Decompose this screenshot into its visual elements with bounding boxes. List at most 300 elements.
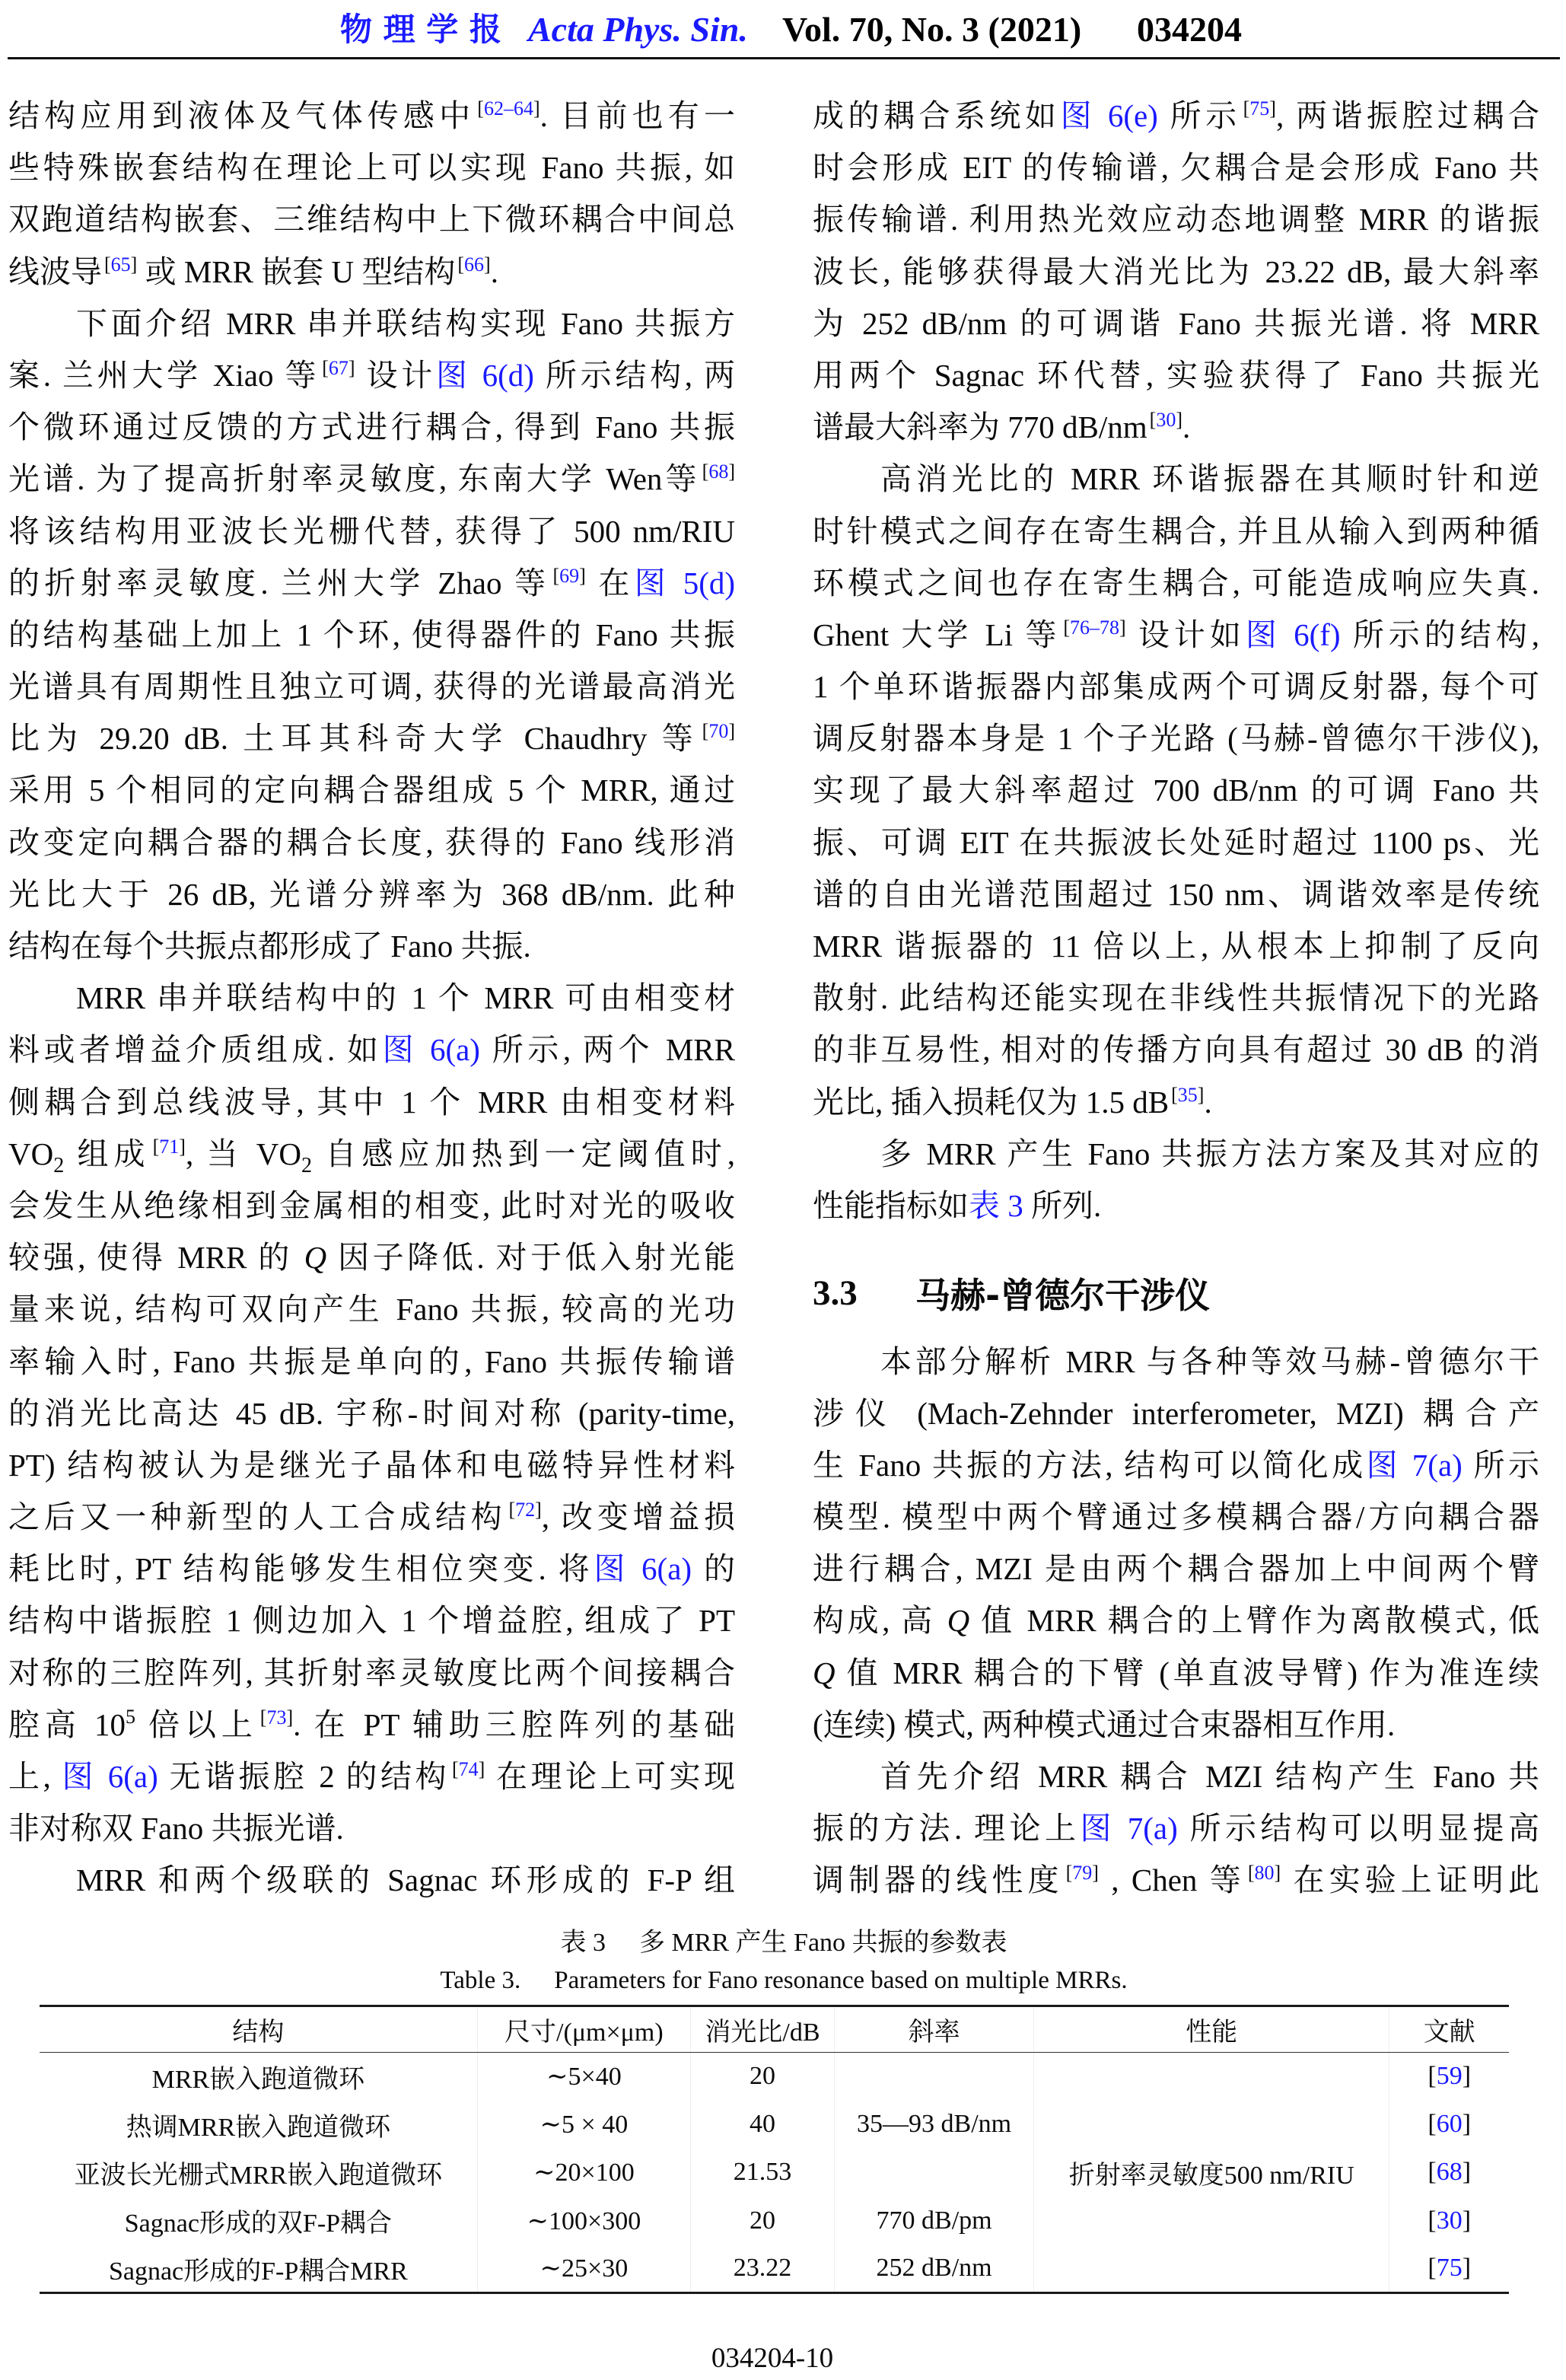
text-line [8,1128,735,1180]
citation-bracket-open: [ [104,253,111,276]
table-body [40,2053,1509,2293]
text-line [8,193,735,245]
text-run: 较强, 使得 MRR 的 [8,1240,304,1276]
text-run: Ghent 大学 Li 等 [813,617,1062,652]
right-text-column [813,90,1539,1907]
citation-bracket-open: [ [1247,1862,1255,1885]
citation-bracket-close: ] [1092,1862,1099,1885]
citation-bracket-open: [ [457,253,465,276]
text-line [813,1491,1539,1543]
table-cell-size: ∼20×100 [477,2149,690,2197]
citation-bracket-open: [ [322,356,329,379]
table-caption-chinese [53,1924,1514,1962]
text-run: 因子降低. 对于低入射光能 [326,1240,736,1276]
text-line [813,1854,1539,1906]
parameters-table [40,2005,1509,2294]
text-run: 光谱具有周期性且独立可调, 获得的光谱最高消光 [8,669,735,705]
text-run: 振、可调 EIT 在共振波长处延时超过 1100 ps、光 [813,824,1539,860]
table-cell-structure: Sagnac形成的双F-P耦合 [40,2197,477,2245]
table-cell-extinction-db: 20 [690,2053,834,2101]
section-number: 3.3 [813,1273,858,1314]
text-run: 所示结构可以明显提高 [1177,1811,1540,1846]
subscript: 2 [301,1153,313,1177]
text-run: 会发生从绝缘相到金属相的相变, 此时对光的吸收 [8,1187,735,1223]
table-title-english: Parameters for Fano resonance based on multiple MRRs. [554,1967,1128,1994]
citation-number[interactable]: 72 [515,1499,536,1521]
text-line [8,712,735,764]
table-cell-performance [1034,2053,1389,2101]
citation[interactable] [1243,97,1276,119]
cross-reference-link[interactable]: 图 6(e) [1060,98,1158,133]
text-line [8,1076,735,1128]
text-run: 双跑道结构嵌套、三维结构中上下微环耦合中间总 [8,202,735,237]
citation[interactable] [1150,409,1182,431]
citation-number[interactable]: 75 [1249,97,1270,119]
reference-link[interactable]: 30 [1436,2206,1463,2235]
cross-reference-link[interactable]: 图 6(a) [62,1759,158,1794]
text-run: 首先介绍 MRR 耦合 MZI 结构产生 Fano 共 [880,1759,1539,1795]
table-cell-ref [1389,2197,1509,2245]
citation[interactable] [260,1706,293,1728]
text-run: 倍以上 [135,1706,258,1742]
volume-issue: Vol. 70, No. 3 (2021) [782,10,1082,49]
text-line [8,142,735,193]
column-header: 文献 [1389,2006,1509,2053]
text-run: 的结构基础上加上 1 个环, 使得器件的 Fano 共振 [8,617,735,652]
text-line [813,1543,1539,1595]
text-run: 值 MRR 耦合的下臂 (单直波导臂) 作为准连续 [835,1655,1539,1690]
text-line [8,1751,735,1802]
subscript: 2 [53,1153,65,1177]
text-run: 实现了最大斜率超过 700 dB/nm 的可调 Fano 共 [813,773,1539,808]
text-run: 量来说, 结构可双向产生 Fano 共振, 较高的光功 [8,1292,735,1327]
text-line [8,1283,735,1335]
text-line [8,1699,735,1751]
citation-bracket-close: ] [1197,1083,1205,1106]
text-run: 结构中谐振腔 1 侧边加入 1 个增益腔, 组成了 PT [8,1603,735,1639]
text-run: 1 个单环谐振器内部集成两个可调反射器, 每个可 [813,669,1539,705]
text-run: 本部分解析 MRR 与各种等效马赫-曾德尔干 [880,1343,1539,1379]
ref-bracket-close: ] [1462,2158,1472,2187]
text-line [813,1180,1539,1231]
text-line [813,661,1539,712]
citation-bracket-close: ] [179,1135,186,1158]
text-run: 耗比时, PT 结构能够发生相位突变. 将 [8,1551,594,1587]
reference-link[interactable]: 59 [1436,2062,1463,2091]
text-run: 性能指标如 [813,1187,969,1223]
text-line [813,1802,1539,1854]
citation-number[interactable]: 66 [464,253,485,276]
text-run: 在理论上可实现 [485,1759,736,1794]
cross-reference-link[interactable]: 图 6(f) [1245,617,1341,652]
reference-link[interactable]: 68 [1436,2158,1463,2187]
text-run: (连续) 模式, 两种模式通过合束器相互作用. [813,1706,1396,1742]
citation-number[interactable]: 70 [708,720,729,743]
table-cell-extinction-db: 20 [690,2197,834,2245]
citation-bracket-close: ] [1119,616,1126,639]
cross-reference-link[interactable]: 表 3 [969,1187,1023,1223]
citation[interactable] [552,565,585,587]
cross-reference-link[interactable]: 图 6(d) [435,357,534,393]
citation[interactable] [1063,617,1125,639]
text-run: MRR 谐振器的 11 倍以上, 从根本上抑制了反向 [813,929,1539,964]
text-line [813,349,1539,401]
table-row [40,2101,1509,2149]
citation-number[interactable]: 67 [328,356,349,379]
citation[interactable] [1248,1862,1281,1884]
text-run: . 在 PT 辅助三腔阵列的基础 [293,1706,736,1742]
citation-bracket-open: [ [1063,616,1070,639]
text-line [813,1751,1539,1802]
italic-symbol: Q [813,1655,836,1690]
table-cell-extinction-db: 21.53 [690,2149,834,2197]
text-line [813,920,1539,972]
text-run: 些特殊嵌套结构在理论上可以实现 Fano 共振, 如 [8,150,735,186]
text-run: 光谱. 为了提高折射率灵敏度, 东南大学 Wen等 [8,461,700,497]
text-line [813,1128,1539,1180]
text-run: 所示, 两个 MRR [479,1032,735,1068]
text-run: , 当 VO [185,1136,302,1171]
text-line [8,920,735,972]
citation-number[interactable]: 30 [1156,409,1176,432]
text-run: 将该结构用亚波长光栅代替, 获得了 500 nm/RIU [8,513,735,549]
table-cell-slope: 35—93 dB/nm [835,2101,1034,2149]
text-run: 改变定向耦合器的耦合长度, 获得的 Fano 线形消 [8,824,735,860]
citation-bracket-open: [ [552,564,560,587]
citation-bracket-open: [ [1149,409,1157,432]
text-run: 无谐振腔 2 的结构 [158,1759,450,1794]
column-header: 尺寸/(μm×μm) [477,2006,690,2053]
table-cell-structure: 热调MRR嵌入跑道微环 [40,2101,477,2149]
text-line [813,609,1539,661]
text-line [8,1647,735,1699]
text-run: PT) 结构被认为是继光子晶体和电磁特异性材料 [8,1447,735,1483]
text-run: 谱的自由光谱范围超过 150 nm、调谐效率是传统 [813,876,1539,912]
text-run: MRR 串并联结构中的 1 个 MRR 可由相变材 [76,980,735,1016]
right-column-lower-text [813,1336,1539,1907]
citation[interactable] [508,1499,541,1521]
text-run: 上, [8,1759,62,1794]
text-run: 波长, 能够获得最大消光比为 23.22 dB, 最大斜率 [813,253,1539,289]
text-run: 所列. [1023,1187,1102,1223]
table-cell-size: ∼5×40 [477,2053,690,2101]
page-number: 034204-10 [711,2343,834,2374]
text-line [8,1180,735,1231]
citation-bracket-close: ] [1274,1862,1281,1885]
section-title: 马赫-曾德尔干涉仪 [915,1275,1211,1317]
table-cell-size: ∼25×30 [477,2245,690,2292]
text-line [813,557,1539,609]
ref-bracket-close: ] [1462,2110,1472,2139]
table-title-chinese: 多 MRR 产生 Fano 共振的参数表 [638,1929,1007,1957]
citation[interactable] [702,460,735,483]
italic-symbol: Q [304,1240,327,1276]
text-run: 在 [585,565,635,601]
column-header: 结构 [40,2006,477,2053]
text-run: 的非互易性, 相对的传播方向具有超过 30 dB 的消 [813,1032,1539,1068]
text-line [813,712,1539,764]
citation-number[interactable]: 65 [110,253,131,276]
text-run: 结构应用到液体及气体传感中 [8,98,476,133]
table-cell-performance: 折射率灵敏度500 nm/RIU [1034,2149,1389,2197]
table-cell-ref [1389,2053,1509,2101]
text-run: 个微环通过反馈的方式进行耦合, 得到 Fano 共振 [8,409,735,445]
italic-symbol: Q [947,1603,970,1639]
text-run: 高消光比的 MRR 环谐振器在其顺时针和逆 [880,461,1539,497]
citation-bracket-open: [ [451,1758,459,1780]
text-run: 成的耦合系统如 [813,98,1061,133]
table-label-english: Table 3. [440,1967,521,1994]
text-line [813,1076,1539,1128]
text-run: 构成, 高 [813,1603,947,1639]
text-line [8,661,735,712]
text-line [8,1336,735,1388]
table-cell-slope [835,2053,1034,2101]
text-line [813,972,1539,1024]
text-run: 采用 5 个相同的定向耦合器组成 5 个 MRR, 通过 [8,773,735,808]
text-run: 所示 [1462,1447,1539,1483]
citation-bracket-close: ] [533,97,540,119]
text-line [8,90,735,142]
column-header: 性能 [1034,2006,1389,2053]
citation-number[interactable]: 69 [559,564,580,587]
column-header: 斜率 [835,2006,1034,2053]
text-line [8,1231,735,1283]
ref-bracket-open: [ [1428,2206,1437,2235]
citation[interactable] [702,720,735,742]
table-cell-slope: 252 dB/nm [835,2245,1034,2292]
text-run: 所示的结构, [1340,617,1540,652]
table-cell-performance [1034,2245,1389,2292]
text-run: 振的方法. 理论上 [813,1811,1081,1846]
text-line [8,1854,735,1906]
text-line [813,298,1539,349]
text-line [813,817,1539,868]
text-run: , 改变增益损 [541,1499,736,1535]
ref-bracket-open: [ [1428,2254,1437,2283]
text-line [813,1336,1539,1388]
citation-bracket-close: ] [1176,409,1182,432]
text-run: . 目前也有一 [540,98,736,133]
text-line [8,1024,735,1075]
text-run: 环模式之间也存在寄生耦合, 可能造成响应失真. [813,565,1539,601]
citation[interactable] [452,1758,485,1780]
table-label-chinese: 表 3 [560,1929,606,1957]
text-line [8,401,735,453]
text-run: 调反射器本身是 1 个子光路 (马赫-曾德尔干涉仪), [813,721,1539,757]
citation-bracket-close: ] [484,253,491,276]
citation-number[interactable]: 76–78 [1070,616,1119,639]
text-run: 料或者增益介质组成. 如 [8,1032,383,1068]
text-run: 调制器的线性度 [813,1862,1064,1898]
cross-reference-link[interactable]: 图 6(a) [594,1551,692,1587]
reference-link[interactable]: 75 [1436,2254,1463,2283]
citation-bracket-open: [ [1171,1083,1178,1106]
ref-bracket-open: [ [1428,2158,1437,2187]
text-line [8,298,735,349]
text-run: 模型. 模型中两个臂通过多模耦合器/方向耦合器 [813,1499,1539,1535]
text-run: 谱最大斜率为 770 dB/nm [813,409,1147,445]
text-line [813,1024,1539,1075]
table-cell-ref [1389,2149,1509,2197]
table-cell-performance [1034,2197,1389,2245]
text-line [8,557,735,609]
citation-number[interactable]: 35 [1177,1083,1198,1106]
text-line [813,1388,1539,1439]
text-line [8,972,735,1024]
citation[interactable] [1066,1862,1099,1884]
text-run: 时针模式之间存在寄生耦合, 并且从输入到两种循 [813,513,1539,549]
citation-bracket-close: ] [286,1706,294,1728]
citation[interactable] [104,253,137,276]
text-line [813,246,1539,298]
text-run: 对称的三腔阵列, 其折射率灵敏度比两个间接耦合 [8,1655,735,1690]
text-run: 比为 29.20 dB. 土耳其科奇大学 Chaudhry 等 [8,721,700,757]
citation-number[interactable]: 74 [458,1758,479,1780]
text-run: 时会形成 EIT 的传输谱, 欠耦合是会形成 Fano 共 [813,150,1539,186]
ref-bracket-close: ] [1462,2254,1472,2283]
text-run: 振传输谱. 利用热光效应动态地调整 MRR 的谐振 [813,202,1539,237]
table-row [40,2245,1509,2292]
text-line [813,505,1539,557]
column-header: 消光比/dB [690,2006,834,2053]
text-run: 所示结构, 两 [533,357,736,393]
left-text-column [8,90,735,1907]
table-cell-extinction-db: 23.22 [690,2245,834,2292]
text-run: , Chen 等 [1098,1862,1246,1898]
ref-bracket-close: ] [1462,2206,1472,2235]
text-run: 光比大于 26 dB, 光谱分辨率为 368 dB/nm. 此种 [8,876,735,912]
text-run: 的折射率灵敏度. 兰州大学 Zhao 等 [8,565,551,601]
citation-bracket-open: [ [152,1135,160,1158]
cross-reference-link[interactable]: 图 7(a) [1080,1811,1178,1846]
text-run: 自感应加热到一定阈值时, [312,1136,736,1171]
ref-bracket-open: [ [1428,2062,1437,2091]
text-line [8,1439,735,1491]
text-run: 多 MRR 产生 Fano 共振方法方案及其对应的 [880,1136,1539,1171]
text-line [8,453,735,505]
table-cell-ref [1389,2245,1509,2292]
text-run: 的 [692,1551,736,1587]
text-run: . [1182,409,1191,445]
citation-bracket-close: ] [130,253,138,276]
citation-number[interactable]: 71 [159,1135,180,1158]
table-caption-english [53,1961,1514,1999]
table-cell-structure: Sagnac形成的F-P耦合MRR [40,2245,477,2292]
text-run: 生 Fano 共振的方法, 结构可以简化成 [813,1447,1367,1483]
citation[interactable] [1171,1084,1204,1106]
text-run: 侧耦合到总线波导, 其中 1 个 MRR 由相变材料 [8,1084,735,1120]
table-cell-size: ∼5 × 40 [477,2101,690,2149]
text-line [813,142,1539,193]
text-run: 在实验上证明此 [1281,1862,1540,1898]
article-number: 034204 [1137,10,1242,49]
text-run: 非对称双 Fano 共振光谱. [8,1811,344,1846]
table-cell-performance [1034,2101,1389,2149]
table-row [40,2149,1509,2197]
cross-reference-link[interactable]: 图 5(d) [634,565,736,601]
reference-link[interactable]: 60 [1436,2110,1463,2139]
text-run: 光比, 插入损耗仅为 1.5 dB [813,1084,1170,1120]
citation-bracket-close: ] [478,1758,485,1780]
cross-reference-link[interactable]: 图 7(a) [1366,1447,1463,1483]
citation-number[interactable]: 80 [1254,1862,1275,1885]
citation-bracket-open: [ [477,97,484,119]
superscript: 5 [125,1705,135,1728]
text-line [8,349,735,401]
text-run: , 两谐振腔过耦合 [1275,98,1540,133]
citation[interactable] [477,97,540,119]
citation-number[interactable]: 79 [1072,1862,1093,1885]
text-run: 设计 [355,357,436,393]
text-run: 散射. 此结构还能实现在非线性共振情况下的光路 [813,980,1539,1016]
text-line [813,453,1539,505]
text-run: 的消光比高达 45 dB. 宇称-时间对称 (parity-time, [8,1395,735,1431]
citation-bracket-open: [ [508,1499,516,1521]
text-run: 下面介绍 MRR 串并联结构实现 Fano 共振方 [76,305,735,341]
text-line [8,764,735,816]
journal-name-english: Acta Phys. Sin. [528,10,748,49]
citation-number[interactable]: 68 [708,460,729,483]
citation-bracket-open: [ [702,460,709,483]
text-line [813,401,1539,453]
table-cell-slope [835,2149,1034,2197]
citation-bracket-close: ] [728,720,735,743]
text-line [813,1699,1539,1751]
text-run: 进行耦合, MZI 是由两个耦合器加上中间两个臂 [813,1551,1539,1587]
citation-number[interactable]: 73 [266,1706,287,1728]
ref-bracket-close: ] [1462,2062,1472,2091]
text-line [8,1491,735,1543]
table-header-row [40,2006,1509,2053]
citation-bracket-open: [ [1065,1862,1073,1885]
text-line [8,1595,735,1646]
text-run: 或 MRR 嵌套 U 型结构 [137,253,456,289]
citation-bracket-close: ] [728,460,735,483]
section-heading [813,1231,1539,1335]
text-run: 结构在每个共振点都形成了 Fano 共振. [8,929,531,964]
cross-reference-link[interactable]: 图 6(a) [382,1032,480,1068]
journal-name-chinese: 物 理 学 报 [340,11,501,48]
citation-number[interactable]: 62–64 [483,97,533,119]
header-rule [8,57,1560,59]
text-run: . [490,253,498,289]
citation-bracket-close: ] [348,356,355,379]
citation-bracket-open: [ [702,720,709,743]
text-line [8,1388,735,1439]
citation[interactable] [153,1136,186,1158]
table-cell-extinction-db: 40 [690,2101,834,2149]
text-run: 设计如 [1125,617,1246,652]
text-line [813,764,1539,816]
text-line [8,505,735,557]
text-line [8,1802,735,1854]
text-run: 线波导 [8,253,102,289]
citation[interactable] [322,357,355,379]
text-line [8,1543,735,1595]
citation-bracket-close: ] [579,564,586,587]
table-row [40,2197,1509,2245]
text-run: MRR 和两个级联的 Sagnac 环形成的 F-P 组 [76,1862,735,1898]
text-run: 案. 兰州大学 Xiao 等 [8,357,320,393]
citation[interactable] [457,253,490,276]
table-cell-size: ∼100×300 [477,2197,690,2245]
table-cell-structure: 亚波长光栅式MRR嵌入跑道微环 [40,2149,477,2197]
text-line [813,90,1539,142]
table-cell-ref [1389,2101,1509,2149]
text-line [8,868,735,920]
citation-bracket-close: ] [535,1499,542,1521]
